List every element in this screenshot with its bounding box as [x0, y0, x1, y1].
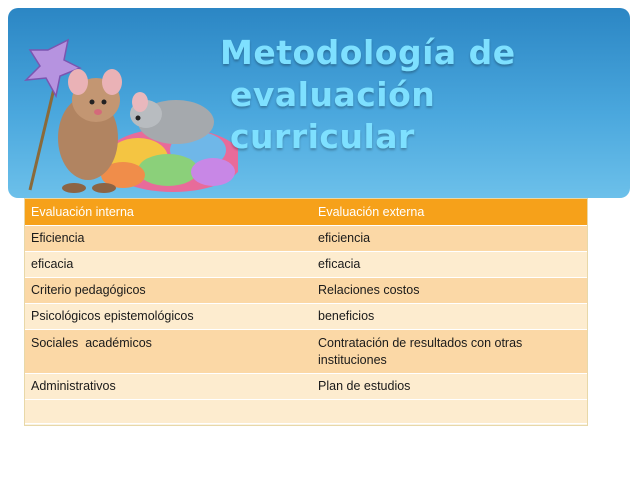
table-cell — [25, 399, 312, 423]
table-cell: Relaciones costos — [312, 277, 587, 303]
table-cell: eficacia — [312, 251, 587, 277]
table-cell: beneficios — [312, 303, 587, 329]
table-row — [25, 277, 587, 303]
table-header-row — [25, 199, 587, 225]
table-cell: Eficiencia — [25, 225, 312, 251]
page-title — [210, 32, 620, 158]
table-row — [25, 303, 587, 329]
title-line-2: evaluación curricular — [230, 75, 436, 156]
table-cell: Criterio pedagógicos — [25, 277, 312, 303]
table-cell: eficacia — [25, 251, 312, 277]
comparison-table — [24, 198, 588, 426]
title-line-1: Metodología de — [220, 33, 516, 72]
header-external: Evaluación externa — [312, 199, 587, 225]
table-cell: Sociales académicos — [25, 329, 312, 373]
table-row — [25, 251, 587, 277]
header-internal: Evaluación interna — [25, 199, 312, 225]
table-row — [25, 373, 587, 399]
table-row — [25, 225, 587, 251]
mice-with-yarn-illustration — [8, 20, 238, 200]
table-empty-row — [25, 399, 587, 423]
table-cell — [312, 399, 587, 423]
table-cell: eficiencia — [312, 225, 587, 251]
table-cell: Contratación de resultados con otras instituciones — [312, 329, 587, 373]
table-cell: Administrativos — [25, 373, 312, 399]
table-cell: Psicológicos epistemológicos — [25, 303, 312, 329]
table-cell: Plan de estudios — [312, 373, 587, 399]
table-row — [25, 329, 587, 373]
